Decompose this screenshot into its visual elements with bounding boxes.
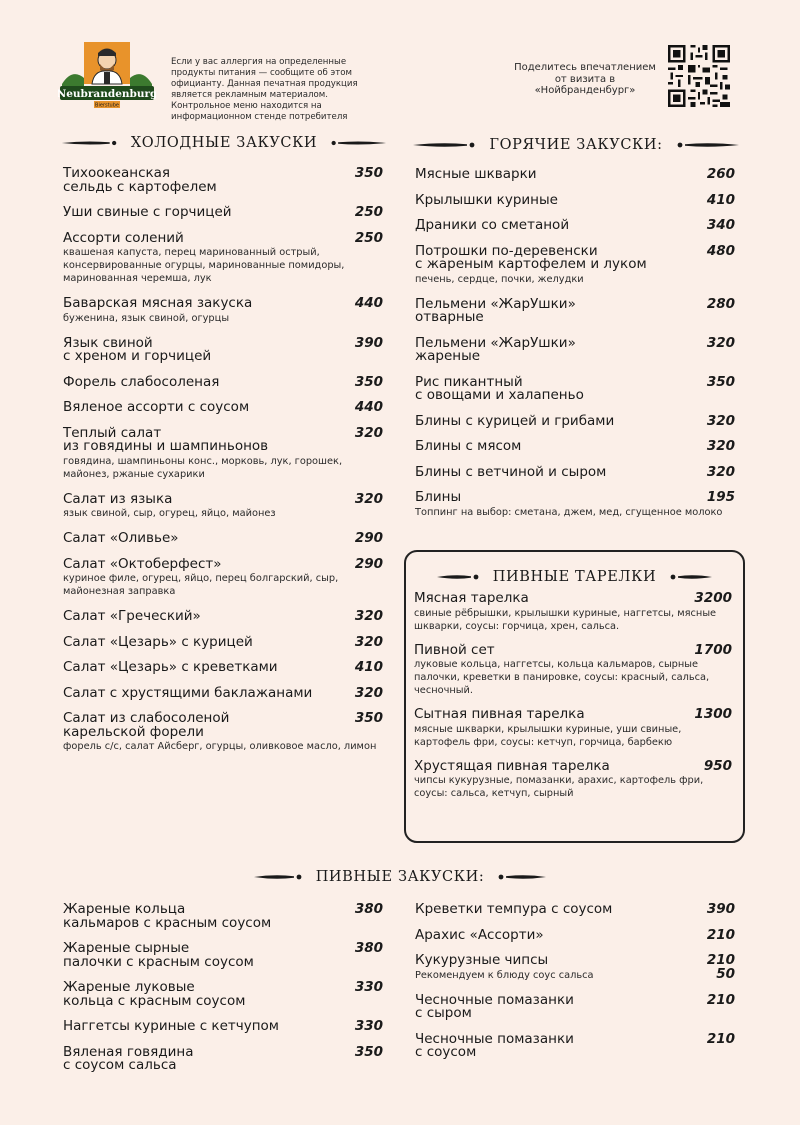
cold-heading [60,131,388,155]
menu-item-price: 950 [703,757,732,774]
menu-item [414,641,732,698]
menu-item-name: Форель слабосоленая [63,373,220,390]
menu-item-name: Крылышки куриные [415,191,558,208]
menu-item-name: Жареные кольца кальмаров с красным соусом [63,901,272,931]
menu-item [63,206,383,220]
menu-item-price: 320 [706,412,735,429]
menu-item-price: 380 [354,940,383,956]
menu-item [415,295,735,325]
right-ornament-icon [331,139,388,147]
menu-item [415,242,735,286]
menu-item [63,334,383,364]
menu-item-name: Кукурузные чипсы [415,952,549,968]
menu-item [63,373,383,390]
beer-snacks-left-list [63,903,383,1085]
menu-item [415,1030,735,1060]
beer-platters-box [404,550,745,843]
menu-item-description: мясные шкварки, крылышки куриные, уши свиные, картофель фри, соусы: кетчуп, горчица, барбекю [414,723,682,748]
menu-item-description: Рекомендуем к блюду соус сальса [415,969,594,981]
menu-item-name: Салат «Оливье» [63,530,179,546]
logo-sub-text: Bierstube [95,102,119,109]
menu-item-name: Салат из слабосоленой карельской форели [63,710,230,740]
menu-item-description: буженина, язык свиной, огурцы [63,312,230,324]
menu-item-description: язык свиной, сыр, огурец, яйцо, майонез [63,508,276,519]
left-ornament-icon [252,873,302,881]
menu-item-price: 290 [354,530,383,546]
menu-item [415,219,735,233]
menu-item-price: 250 [354,229,383,246]
menu-item-name: Салат с хрустящими баклажанами [63,684,313,701]
menu-item-name: Блины с курицей и грибами [415,412,615,429]
menu-item-name: Мясные шкварки [415,166,537,182]
menu-item-name: Теплый салат из говядины и шампиньонов [63,424,269,454]
menu-item-price: 320 [706,438,735,454]
menu-item [415,440,735,454]
cold-list [63,167,383,765]
right-ornament-icon [670,573,714,581]
menu-item-name: Сытная пивная тарелка [414,706,585,722]
menu-item [63,297,383,325]
menu-item-price: 320 [354,633,383,650]
menu-item [63,167,383,194]
beer-snacks-right-list [415,903,735,1072]
logo-brand-text: Neubrandenburg [58,88,156,100]
menu-item-name: Драники со сметаной [415,217,570,233]
menu-item [415,926,735,943]
menu-item-name: Мясная тарелка [414,590,529,606]
menu-item [415,412,735,429]
menu-item-price: 195 [706,489,735,505]
menu-item [63,490,383,521]
share-text: Поделитесь впечатлением от визита в «Нойбранденбург» [514,62,656,96]
platters-list [414,592,732,811]
menu-item-price: 260 [706,166,735,182]
menu-item [414,592,732,633]
menu-item-name: Жареные сырные палочки с красным соусом [63,940,254,970]
menu-item-name: Салат «Октоберфест» [63,555,222,572]
menu-item-name: Пельмени «ЖарУшки» отварные [415,295,576,325]
right-ornament-icon [677,141,741,149]
menu-item-name: Креветки темпура с соусом [415,901,613,917]
menu-item-name: Хрустящая пивная тарелка [414,757,610,774]
menu-item-description: печень, сердце, почки, желудки [415,273,584,285]
menu-item-price: 410 [354,659,383,675]
menu-item [63,1043,383,1073]
menu-item-price: 1300 [694,706,732,722]
menu-item-name: Уши свиные с горчицей [63,204,232,220]
menu-item-name: Вяленая говядина с соусом сальса [63,1043,194,1073]
menu-item-name: Рис пикантный с овощами и халапеньо [415,373,584,403]
menu-item [415,991,735,1021]
menu-item-name: Жареные луковые кольца с красным соусом [63,979,246,1009]
menu-item-name: Пельмени «ЖарУшки» жареные [415,334,576,364]
menu-item-name: Язык свиной с хреном и горчицей [63,334,212,364]
menu-item-name: Чесночные помазанки с соусом [415,1030,574,1060]
menu-item-name: Чесночные помазанки с сыром [415,991,574,1021]
menu-item [415,373,735,403]
platters-title: ПИВНЫЕ ТАРЕЛКИ [492,569,657,585]
menu-item [414,708,732,749]
hot-list [415,168,735,531]
hot-title: ГОРЯЧИЕ ЗАКУСКИ: [489,137,663,153]
left-ornament-icon [411,141,475,149]
restaurant-logo [58,40,156,110]
menu-item-price: 350 [354,1043,383,1060]
menu-item [63,401,383,415]
menu-item [63,712,383,753]
menu-item [63,555,383,599]
beer-snacks-heading [230,865,570,889]
menu-item-description: куриное филе, огурец, яйцо, перец болгарский, сыр, майонезная заправка [63,573,339,597]
menu-item [63,229,383,286]
menu-item-price: 320 [354,424,383,441]
menu-item-name: Салат из языка [63,490,173,507]
menu-item-name: Баварская мясная закуска [63,295,253,311]
menu-item-name: Салат «Цезарь» с креветками [63,659,278,675]
platters-heading [406,565,743,589]
cold-title: ХОЛОДНЫЕ ЗАКУСКИ [130,135,318,151]
menu-item-name: Салат «Цезарь» с курицей [63,633,253,650]
menu-item [63,633,383,650]
menu-item-name: Блины с мясом [415,438,522,454]
menu-item-name: Блины с ветчиной и сыром [415,463,607,480]
menu-item-price: 350 [354,373,383,390]
menu-item-price: 350 [706,373,735,390]
menu-item-description: луковые кольца, наггетсы, кольца кальмаров, сырные палочки, креветки в панировке, соусы: красный, сальса, чесночный. [414,659,710,696]
menu-item [63,610,383,624]
menu-item-price: 390 [706,901,735,917]
menu-item [415,463,735,480]
menu-item-price: 1700 [694,641,732,658]
beer-snacks-title: ПИВНЫЕ ЗАКУСКИ: [315,869,485,885]
menu-item-price: 330 [354,979,383,995]
menu-item-description: свиные рёбрышки, крылышки куриные, наггетсы, мясные шкварки, соусы: горчица, хрен, сальса. [414,607,717,632]
menu-item-price: 390 [354,334,383,351]
menu-item [63,903,383,930]
menu-item-price: 350 [354,165,383,181]
menu-item-name: Арахис «Ассорти» [415,926,544,943]
left-ornament-icon [435,573,479,581]
left-ornament-icon [60,139,117,147]
menu-item-price: 250 [354,204,383,220]
menu-item-description: форель с/с, салат Айсберг, огурцы, оливковое масло, лимон [63,741,377,752]
menu-item-price: 440 [354,399,383,415]
menu-item-price: 3200 [694,590,732,606]
menu-item-price: 340 [706,217,735,233]
menu-item-description: Топпинг на выбор: сметана, джем, мед, сгущенное молоко [415,506,723,518]
menu-item [415,334,735,364]
menu-item-price: 290 [354,555,383,572]
menu-item-price: 210 [706,926,735,943]
menu-item [415,903,735,917]
menu-item [415,191,735,208]
menu-item-price: 480 [706,242,735,259]
menu-item-name: Тихоокеанская сельдь с картофелем [63,165,217,195]
menu-item [63,684,383,701]
menu-item-name: Салат «Греческий» [63,608,201,624]
menu-item-price: 280 [706,295,735,312]
menu-item-price: 330 [354,1018,383,1034]
menu-item [63,532,383,546]
menu-item [414,757,732,801]
menu-item-name: Пивной сет [414,641,495,658]
menu-item [415,168,735,182]
menu-item-name: Вяленое ассорти с соусом [63,399,250,415]
menu-item [63,1020,383,1034]
menu-item-price: 320 [354,684,383,701]
menu-item-name: Блины [415,489,462,505]
menu-item-price: 320 [706,463,735,480]
allergy-note: Если у вас аллергия на определенные продукты питания — сообщите об этом официанту. Данная печатная продукция является рекламным материалом. Контрольное меню находится на информационном стенде потребителя [171,57,358,122]
menu-item-price: 210 [706,991,735,1008]
menu-item-price: 440 [354,295,383,311]
menu-item-price: 320 [706,334,735,351]
menu-item-price: 350 [354,710,383,726]
menu-item [63,661,383,675]
menu-item-price: 410 [706,191,735,208]
hot-heading [400,133,752,157]
menu-item [415,491,735,519]
menu-item-name: Потрошки по-деревенски с жареным картофелем и луком [415,242,647,272]
menu-item-price: 320 [354,490,383,507]
menu-item-price: 380 [354,901,383,917]
menu-item-name: Наггетсы куриные с кетчупом [63,1018,279,1034]
menu-item [63,981,383,1008]
menu-item-name: Ассорти солений [63,229,184,246]
menu-item-description: чипсы кукурузные, помазанки, арахис, картофель фри, соусы: сальса, кетчуп, сырный [414,775,704,799]
menu-item-description: квашеная капуста, перец маринованный острый, консервированные огурцы, маринованные помидоры, маринованная черемша, лук [63,247,345,284]
menu-item-price: 210 [706,1030,735,1047]
menu-item [63,942,383,969]
menu-item [415,954,735,982]
menu-item-price: 210 50 [706,952,735,982]
menu-item-description: говядина, шампиньоны конс., морковь, лук, горошек, майонез, ржаные сухарики [63,455,343,480]
right-ornament-icon [498,873,548,881]
qr-code[interactable] [668,45,730,107]
menu-item-price: 320 [354,608,383,624]
menu-item [63,424,383,481]
